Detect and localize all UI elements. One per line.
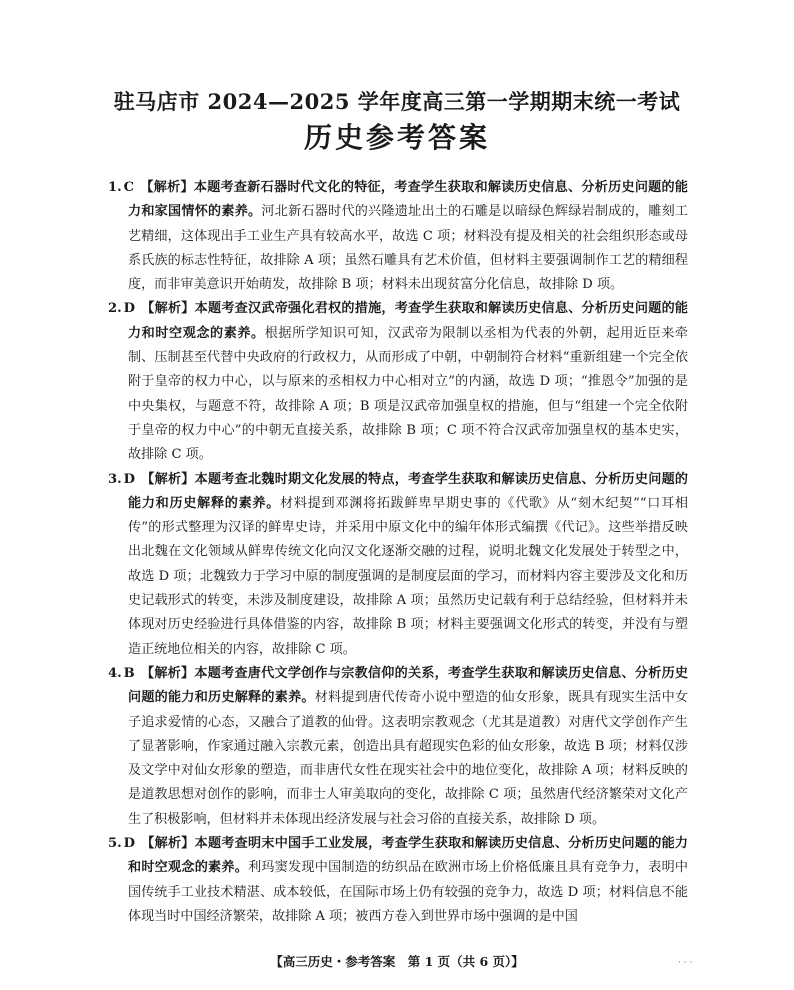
- answer-number: 3.: [108, 471, 122, 487]
- question-focus: 本题考查汉武帝强化君权的措施，考查学生获取和解读历史信息、分析历史问题的能力和时空观念的素养。: [128, 301, 689, 341]
- analysis-tag: 【解析】: [140, 665, 195, 681]
- analysis-body: 材料提到邓渊将拓跋鲜卑早期史事的《代歌》从“刻木纪契”“口耳相传”的形式整理为汉译的鲜卑史诗，并采用中原文化中的编年体形式编撰《代记》。这些举措反映出北魏在文化领域从鲜卑传统文化向汉文化逐渐交融的过程，说明北魏文化发展处于转型之中，故选 D 项；北魏致力于学习中原的制度强调的是制度层面的学习，而材料内容主要涉及文化和历史记载形式的转变，未涉及制度建设，故排除 A 项；虽然历史记载有利于总结经验，但材料并未体现对历史经验进行具体借鉴的内容，故排除 B 项；材料主要强调文化形式的转变，并没有与塑造正统地位相关的内容，故排除 C 项。: [128, 495, 688, 657]
- document-subtitle: 历史参考答案: [303, 121, 490, 154]
- answer-number: 5.: [108, 836, 122, 852]
- answer-item-5: [108, 832, 688, 929]
- analysis-tag: 【解析】: [141, 836, 195, 852]
- corner-mark: · · ·: [678, 958, 693, 968]
- answer-choice: C: [123, 180, 135, 195]
- answer-item-4: [108, 662, 688, 832]
- question-focus: 本题考查新石器时代文化的特征，考查学生获取和解读历史信息、分析历史问题的能力和家国情怀的素养。: [128, 180, 689, 220]
- page-footer: 【高三历史・参考答案 第 1 页（共 6 页）】: [270, 954, 524, 969]
- analysis-tag: 【解析】: [141, 301, 195, 317]
- answer-list: [108, 176, 688, 929]
- answer-number: 1.: [108, 180, 122, 195]
- analysis-body: 河北新石器时代的兴隆遗址出土的石雕是以暗绿色辉绿岩制成的，雕刻工艺精细，这体现出手工业生产具有较高水平，故选 C 项；材料没有提及相关的社会组织形态或母系氏族的标志性特征，故排除 A 项；虽然石雕具有艺术价值，但材料主要强调制作工艺的精细程度，而非审美意识开始萌发，故排除 B 项；材料未出现贫富分化信息，故排除 D 项。: [128, 204, 689, 293]
- answer-choice: D: [123, 471, 136, 487]
- answer-item-3: [108, 468, 688, 662]
- analysis-body: 材料提到唐代传奇小说中塑造的仙女形象，既具有现实生活中女子追求爱情的心态，又融合了道教的仙骨。这表明宗教观念（尤其是道教）对唐代文学创作产生了显著影响，作家通过融入宗教元素，创造出具有超现实色彩的仙女形象，故选 B 项；材料仅涉及文学中对仙女形象的塑造，而非唐代女性在现实社会中的地位变化，故排除 A 项；材料反映的是道教思想对创作的影响，而非士人审美取向的变化，故排除 C 项；虽然唐代经济繁荣对文化产生了积极影响，但材料并未体现出经济发展与社会习俗的直接关系，故排除 D 项。: [128, 690, 689, 827]
- exam-title: 驻马店市 2024—2025 学年度高三第一学期期末统一考试: [113, 89, 681, 114]
- answer-item-1: [108, 176, 688, 297]
- question-focus: 本题考查北魏时期文化发展的特点，考查学生获取和解读历史信息、分析历史问题的能力和历史解释的素养。: [128, 471, 689, 511]
- answer-choice: D: [123, 836, 136, 852]
- answer-number: 4.: [108, 665, 122, 681]
- question-focus: 本题考查唐代文学创作与宗教信仰的关系，考查学生获取和解读历史信息、分析历史问题的能力和历史解释的素养。: [128, 665, 689, 706]
- answer-number: 2.: [108, 301, 122, 317]
- analysis-body: 利玛窦发现中国制造的纺织品在欧洲市场上价格低廉且具有竞争力，表明中国传统手工业技术精湛、成本较低，在国际市场上仍有较强的竞争力，故选 D 项；材料信息不能体现当时中国经济繁荣，故排除 A 项；被西方卷入到世界市场中强调的是中国: [128, 860, 689, 924]
- analysis-tag: 【解析】: [141, 471, 195, 487]
- analysis-tag: 【解析】: [140, 180, 194, 195]
- answer-choice: B: [123, 665, 135, 681]
- question-focus: 本题考查明末中国手工业发展，考查学生获取和解读历史信息、分析历史问题的能力和时空观念的素养。: [128, 836, 689, 876]
- answer-item-2: [108, 297, 688, 467]
- answer-choice: D: [123, 301, 136, 317]
- analysis-body: 根据所学知识可知，汉武帝为限制以丞相为代表的外朝，起用近臣来牵制、压制甚至代替中央政府的行政权力，从而形成了中朝，中朝制符合材料“重新组建一个完全依附于皇帝的权力中心，以与原来的丞相权力中心相对立”的内涵，故选 D 项；“推恩令”加强的是中央集权，与题意不符，故排除 A 项；B 项是汉武帝加强皇权的措施，但与“组建一个完全依附于皇帝的权力中心”的中朝无直接关系，故排除 B 项；C 项不符合汉武帝加强皇权的基本史实，故排除 C 项。: [128, 325, 689, 463]
